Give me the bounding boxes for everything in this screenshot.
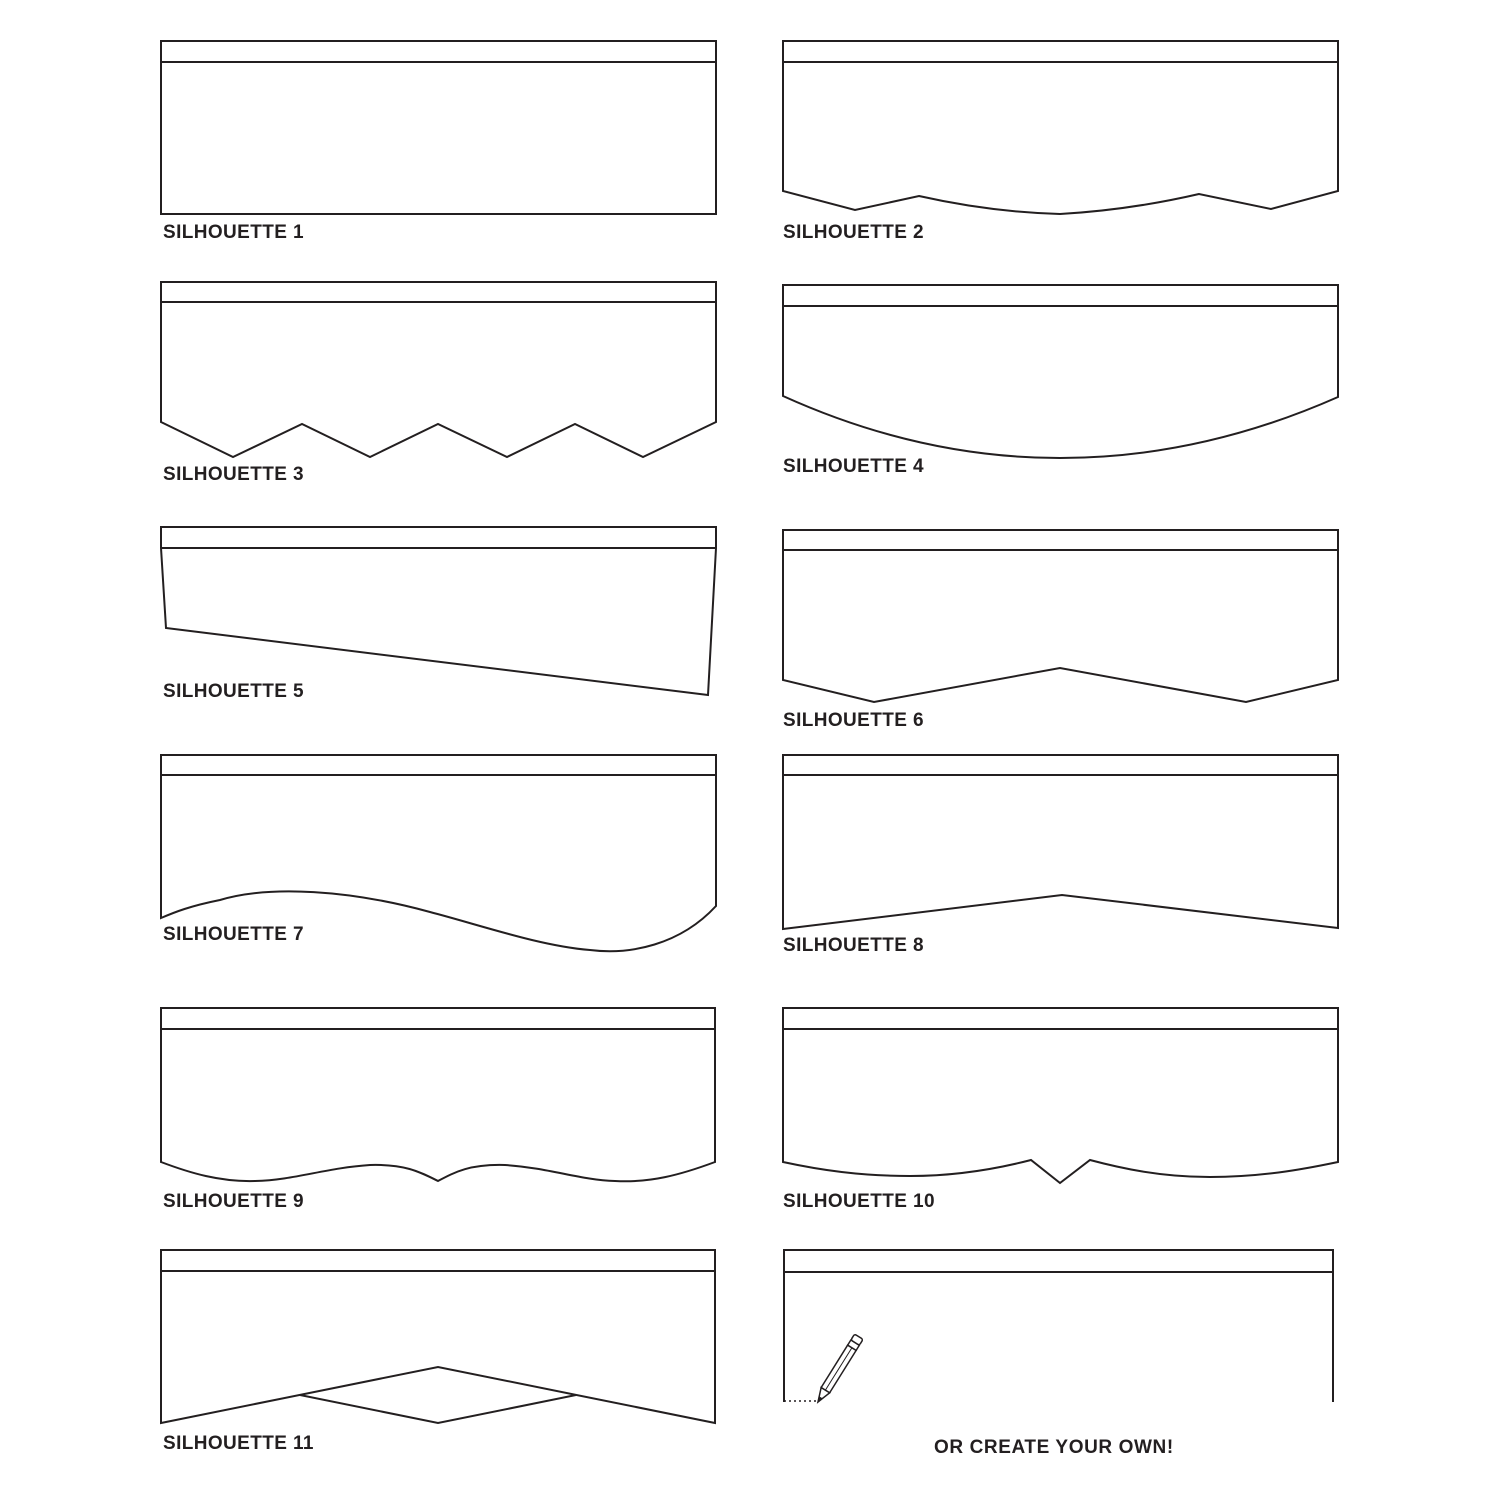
silhouette-9-label: SILHOUETTE 9 [163, 1191, 304, 1212]
silhouette-11-shape[interactable] [161, 1250, 715, 1423]
silhouette-6-shape[interactable] [783, 530, 1338, 702]
silhouette-6-label: SILHOUETTE 6 [783, 710, 924, 731]
silhouette-1-shape[interactable] [161, 41, 716, 214]
silhouette-1-label: SILHOUETTE 1 [163, 222, 304, 243]
silhouette-5-shape[interactable] [161, 527, 716, 695]
silhouette-9-shape[interactable] [161, 1008, 715, 1181]
create-own-shape[interactable] [784, 1250, 1333, 1402]
pencil-icon [814, 1334, 863, 1405]
silhouette-8-shape[interactable] [783, 755, 1338, 929]
silhouette-8-outline [783, 755, 1338, 929]
silhouette-10-shape[interactable] [783, 1008, 1338, 1183]
silhouette-4-outline [783, 285, 1338, 458]
silhouette-9-outline [161, 1008, 715, 1181]
silhouette-5-label: SILHOUETTE 5 [163, 681, 304, 702]
silhouette-3-shape[interactable] [161, 282, 716, 457]
silhouette-3-label: SILHOUETTE 3 [163, 464, 304, 485]
silhouette-2-outline [783, 41, 1338, 214]
silhouette-11-label: SILHOUETTE 11 [163, 1433, 314, 1454]
silhouette-5-outline [161, 527, 716, 695]
silhouette-10-outline [783, 1008, 1338, 1183]
silhouette-6-outline [783, 530, 1338, 702]
silhouette-11-inner-diamond [300, 1395, 576, 1423]
silhouette-7-shape[interactable] [161, 755, 716, 951]
silhouette-2-shape[interactable] [783, 41, 1338, 214]
silhouette-4-label: SILHOUETTE 4 [783, 456, 924, 477]
silhouette-11-outline [161, 1250, 715, 1423]
silhouette-3-outline [161, 282, 716, 457]
silhouette-4-shape[interactable] [783, 285, 1338, 458]
silhouette-7-label: SILHOUETTE 7 [163, 924, 304, 945]
silhouette-8-label: SILHOUETTE 8 [783, 935, 924, 956]
silhouette-1-outline [161, 41, 716, 214]
silhouette-2-label: SILHOUETTE 2 [783, 222, 924, 243]
create-own-label: OR CREATE YOUR OWN! [934, 1437, 1174, 1458]
silhouette-10-label: SILHOUETTE 10 [783, 1191, 935, 1212]
silhouette-7-outline [161, 755, 716, 951]
